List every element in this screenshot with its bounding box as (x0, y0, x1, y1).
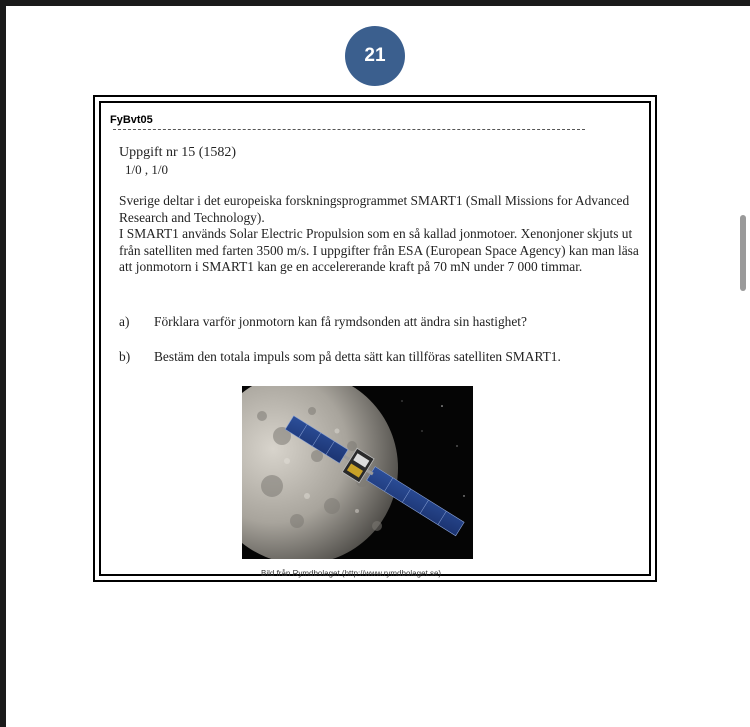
question-a (119, 314, 527, 330)
task-description (119, 193, 654, 276)
scrollbar-thumb[interactable] (740, 215, 746, 291)
task-frame (93, 95, 657, 582)
task-points: 1/0 , 1/0 (125, 162, 168, 177)
image-caption: Bild från Rymdbolaget (http://www.rymdbolaget.se) (261, 569, 442, 578)
course-code-label: FyBvt05 (110, 114, 153, 126)
paragraph-details: I SMART1 används Solar Electric Propulsion som en så kallad jonmotoer. Xenonjoner skjuts ut från satelliten med farten 3500 m/s. I uppgifter från ESA (European Space Agency) kan man läsa att jonmotorn i SMART1 kan ge en accelererande kraft på 70 mN under 7 000 timmar. (119, 226, 639, 275)
dashed-divider (113, 129, 585, 130)
task-title: Uppgift nr 15 (1582) (119, 145, 237, 160)
page-number-badge: 21 (345, 26, 405, 86)
smart1-satellite-image (242, 386, 473, 559)
question-a-text: Förklara varför jonmotorn kan få rymdsonden att ändra sin hastighet? (154, 314, 527, 329)
question-a-label: a) (119, 314, 130, 329)
question-b-label: b) (119, 349, 131, 364)
task-frame-inner (99, 101, 651, 576)
document-page (6, 6, 738, 727)
question-b-text: Bestäm den totala impuls som på detta sätt kan tillföras satelliten SMART1. (154, 349, 561, 364)
vertical-scrollbar[interactable] (738, 6, 750, 727)
question-b (119, 349, 561, 365)
paragraph-intro: Sverige deltar i det europeiska forskningsprogrammet SMART1 (Small Missions for Advanced Research and Technology). (119, 193, 630, 225)
